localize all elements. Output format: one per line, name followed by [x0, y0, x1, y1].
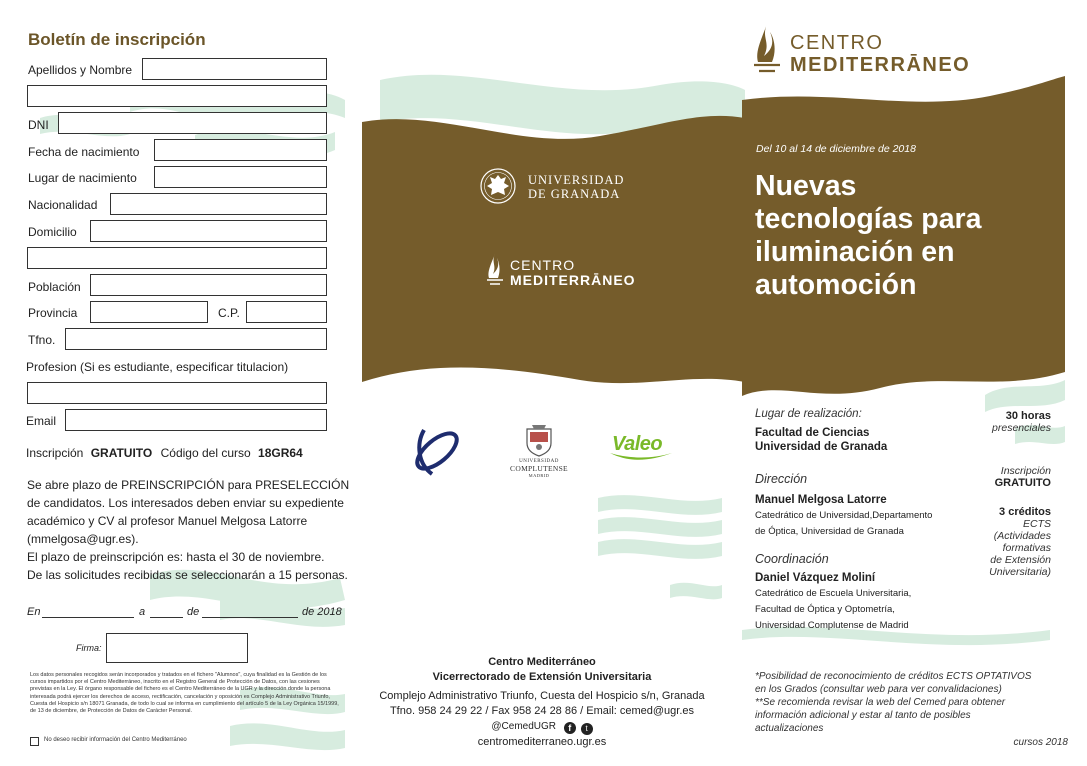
date-year-label: de 2018	[302, 606, 342, 618]
coordinacion-name: Daniel Vázquez Moliní	[755, 572, 876, 584]
ugr-crest-icon	[478, 167, 518, 205]
codigo-label: Código del curso	[160, 446, 251, 460]
side-inscripcion	[940, 465, 1051, 489]
course-title-line: Nuevas	[755, 170, 857, 202]
preinscripcion-line: (mmelgosa@ugr.es).	[27, 532, 139, 546]
creditos-line: de Extensión	[990, 554, 1051, 566]
label-nacionalidad: Nacionalidad	[28, 198, 98, 212]
side-creditos	[940, 506, 1051, 578]
field-domicilio[interactable]	[90, 220, 327, 242]
centro-flame-icon-large	[752, 22, 782, 74]
ugr-name-line2: DE GRANADA	[528, 187, 621, 201]
direccion-name: Manuel Melgosa Latorre	[755, 494, 887, 506]
contact-address: Complejo Administrativo Triunfo, Cuesta del Hospicio s/n, Granada	[379, 690, 705, 702]
field-apellidos-2[interactable]	[27, 85, 327, 107]
coordinacion-line3: Universidad Complutense de Madrid	[755, 620, 909, 631]
twitter-icon[interactable]: t	[581, 723, 593, 735]
preinscripcion-text	[27, 476, 349, 584]
label-cp: C.P.	[218, 306, 240, 320]
course-title-line: iluminación en	[755, 236, 955, 268]
creditos-line: Universitaria)	[989, 566, 1051, 578]
side-horas	[940, 410, 1051, 434]
lugar-line2: Universidad de Granada	[755, 441, 888, 453]
contact-org1: Centro Mediterráneo	[488, 656, 596, 668]
horas-label: presenciales	[992, 422, 1051, 434]
field-domicilio-2[interactable]	[27, 247, 327, 269]
valeo-logo	[610, 433, 672, 465]
preinscripcion-line: De las solicitudes recibidas se seleccionarán a 15 personas.	[27, 568, 348, 582]
no-info-label: No deseo recibir información del Centro Mediterráneo	[44, 737, 187, 743]
contact-phones: Tfno. 958 24 29 22 / Fax 958 24 28 86 / Email: cemed@ugr.es	[389, 705, 695, 717]
label-tfno: Tfno.	[28, 333, 56, 347]
sponsor-orbit-logo-icon	[410, 424, 464, 478]
field-fecha-nacimiento[interactable]	[154, 139, 327, 161]
direccion-line2: de Óptica, Universidad de Granada	[755, 526, 904, 537]
lugar-heading: Lugar de realización:	[755, 408, 862, 420]
centro-logo-large	[790, 32, 970, 76]
field-lugar-nacimiento[interactable]	[154, 166, 327, 188]
creditos-line: (Actividades	[993, 530, 1051, 542]
facebook-icon[interactable]: f	[564, 722, 576, 734]
direccion-heading: Dirección	[755, 472, 808, 486]
field-profesion[interactable]	[27, 382, 327, 404]
side-insc-label: Inscripción	[1000, 465, 1051, 477]
field-date-day[interactable]	[150, 606, 183, 618]
creditos-line: formativas	[1002, 542, 1051, 554]
note-line: actualizaciones	[755, 723, 824, 734]
note-line: información adicional y estar al tanto de posibles	[755, 710, 971, 721]
inscripcion-line	[26, 446, 303, 460]
field-poblacion[interactable]	[90, 274, 327, 296]
note-line: en los Grados (consultar web para ver convalidaciones)	[755, 684, 1002, 695]
inscripcion-value: GRATUITO	[90, 446, 153, 460]
course-title	[755, 170, 981, 302]
date-a-label: a	[139, 606, 146, 618]
field-email[interactable]	[65, 409, 327, 431]
direccion-details	[755, 508, 932, 540]
course-title-line: automoción	[755, 269, 917, 301]
contact-block	[362, 655, 722, 719]
complutense-line1: UNIVERSIDAD	[519, 459, 559, 464]
preinscripcion-line: Se abre plazo de PREINSCRIPCIÓN para PRESELECCIÓN	[27, 478, 350, 492]
social-handle: @CemedUGR	[491, 721, 557, 732]
field-firma[interactable]	[106, 633, 248, 663]
label-poblacion: Población	[28, 280, 81, 294]
contact-org2: Vicerrectorado de Extensión Universitaria	[432, 671, 652, 683]
complutense-line2: COMPLUTENSE	[510, 464, 568, 473]
preinscripcion-line: de candidatos. Los interesados deben enviar su expediente	[27, 496, 344, 510]
centro-flame-icon	[485, 252, 505, 286]
note-line: *Posibilidad de reconocimiento de créditos ECTS OPTATIVOS	[755, 671, 1032, 682]
firma-label: Firma:	[76, 643, 102, 653]
field-cp[interactable]	[246, 301, 327, 323]
centro-logo-small-line2: MEDITERRĀNEO	[510, 272, 636, 288]
label-lugar-nacimiento: Lugar de nacimiento	[28, 171, 137, 185]
coordinacion-line1: Catedrático de Escuela Universitaria,	[755, 588, 912, 599]
lugar-block	[755, 426, 887, 454]
creditos-line: ECTS	[1022, 518, 1051, 530]
label-profesion: Profesion (Si es estudiante, especificar titulacion)	[26, 360, 289, 374]
legal-text: Los datos personales recogidos serán incorporados y tratados en el fichero "Alumnos", cuya finalidad es la Gestión de los cursos impartidos por el Centro Mediterráneo, inscrito en el Registro General de Protección de Datos, con las cesiones previstas en la Ley. El órgano responsable del fichero es el Centro Mediterráneo de la UGR y la dirección donde la persona interesada podrá ejercer los derechos de acceso, rectificación, cancelación y oposición es Complejo Administrativo Triunfo, Cuesta del Hospicio s/n 18071 Granada, de todo lo cual se informa en cumplimiento del artículo 5 de la Ley Orgánica 15/1999, de 13 de diciembre, de Protección de Datos de Carácter Personal.	[30, 672, 339, 715]
field-nacionalidad[interactable]	[110, 193, 327, 215]
lugar-line1: Facultad de Ciencias	[755, 427, 870, 439]
field-date-month[interactable]	[202, 606, 298, 618]
field-dni[interactable]	[58, 112, 327, 134]
contact-social-row	[362, 721, 722, 735]
course-dates: Del 10 al 14 de diciembre de 2018	[756, 143, 916, 155]
notes-block	[755, 670, 1055, 735]
coordinacion-details	[755, 586, 911, 634]
date-de-label: de	[187, 606, 200, 618]
label-dni: DNI	[28, 118, 49, 132]
date-en-label: En	[27, 606, 41, 618]
valeo-wordmark: Valeo	[612, 433, 663, 455]
centro-logo-small-line1: CENTRO	[510, 257, 576, 273]
label-email: Email	[26, 414, 57, 428]
ugr-name-line1: UNIVERSIDAD	[528, 173, 625, 187]
complutense-crest-icon	[524, 423, 554, 457]
complutense-name	[506, 459, 572, 478]
centro-logo-large-line2: MEDITERRĀNEO	[790, 54, 971, 76]
field-provincia[interactable]	[90, 301, 208, 323]
field-tfno[interactable]	[65, 328, 327, 350]
label-apellidos: Apellidos y Nombre	[28, 63, 133, 77]
preinscripcion-line: El plazo de preinscripción es: hasta el 30 de noviembre.	[27, 550, 325, 564]
horas-value: 30 horas	[1005, 410, 1051, 422]
creditos-value: 3 créditos	[999, 506, 1051, 518]
coordinacion-heading: Coordinación	[755, 552, 829, 566]
label-fecha-nacimiento: Fecha de nacimiento	[28, 145, 140, 159]
form-title: Boletín de inscripción	[28, 30, 206, 49]
side-insc-value: GRATUITO	[994, 477, 1051, 489]
ugr-name	[528, 173, 624, 201]
direccion-line1: Catedrático de Universidad,Departamento	[755, 510, 933, 521]
inscripcion-label: Inscripción	[26, 446, 84, 460]
field-apellidos[interactable]	[142, 58, 327, 80]
label-domicilio: Domicilio	[28, 225, 77, 239]
note-line: **Se recomienda revisar la web del Cemed para obtener	[755, 697, 1006, 708]
centro-logo-small	[510, 258, 636, 288]
preinscripcion-line: académico y CV al profesor Manuel Melgosa Latorre	[27, 514, 308, 528]
contact-web[interactable]: centromediterraneo.ugr.es	[477, 736, 607, 748]
field-date-place[interactable]	[42, 606, 134, 618]
coordinacion-line2: Facultad de Óptica y Optometría,	[755, 604, 895, 615]
centro-logo-large-line1: CENTRO	[790, 32, 884, 54]
label-provincia: Provincia	[28, 306, 78, 320]
course-title-line: tecnologías para	[755, 203, 982, 235]
footer-cursos: cursos 2018	[1013, 737, 1068, 748]
codigo-value: 18GR64	[258, 446, 303, 460]
complutense-line3: MADRID	[528, 473, 550, 478]
no-info-checkbox[interactable]	[30, 737, 39, 746]
